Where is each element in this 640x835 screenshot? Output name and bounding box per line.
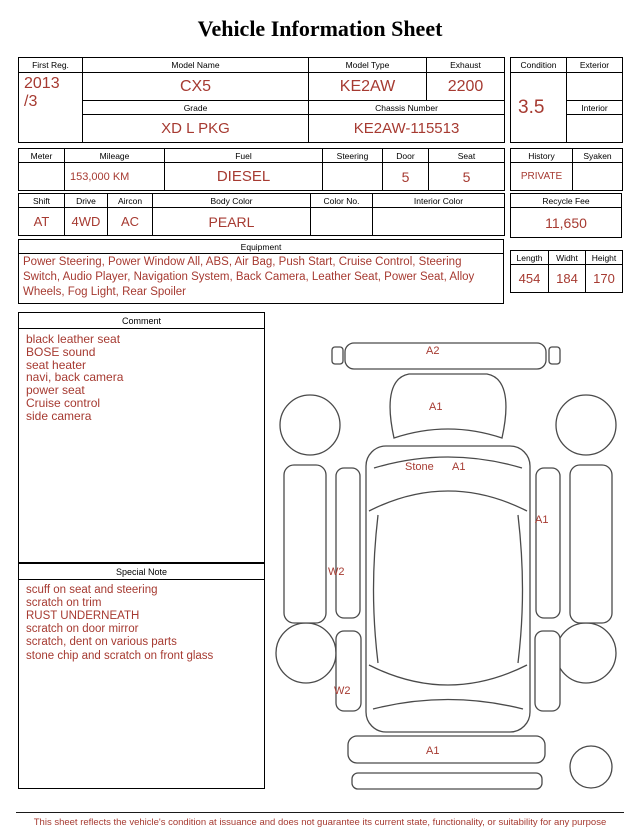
dimensions-table [510, 250, 623, 293]
interior-color-value [373, 208, 505, 236]
hood-shape [390, 374, 506, 438]
condition-value: 3.5 [511, 73, 567, 143]
model-type-value: KE2AW [309, 73, 427, 101]
wheel-rear-left-icon [276, 623, 336, 683]
right-door-panel [570, 465, 612, 623]
width-label: Widht [549, 251, 586, 265]
special-note-item: stone chip and scratch on front glass [26, 649, 214, 662]
footer-divider [16, 812, 624, 813]
comment-item: power seat [26, 383, 85, 398]
recycle-fee-value: 11,650 [511, 208, 622, 238]
mileage-value: 153,000 KM [65, 163, 165, 191]
first-reg-value: 2013 /3 [19, 73, 83, 143]
interior-color-label: Interior Color [373, 194, 505, 208]
right-quarter-panel [535, 631, 560, 711]
length-value: 454 [511, 265, 549, 293]
comment-header: Comment [18, 312, 265, 329]
fuel-value: DIESEL [165, 163, 323, 191]
door-value: 5 [383, 163, 429, 191]
aircon-value: AC [108, 208, 153, 236]
model-name-label: Model Name [83, 58, 309, 73]
comment-item: seat heater [26, 357, 87, 372]
length-label: Length [511, 251, 549, 265]
history-label: History [511, 149, 573, 163]
left-inner-panel [336, 468, 360, 618]
steering-label: Steering [323, 149, 383, 163]
left-door-panel [284, 465, 326, 623]
rear-lower-panel [352, 773, 542, 789]
special-note-item: scratch on trim [26, 597, 102, 610]
shift-value: AT [19, 208, 65, 236]
spec-table [18, 193, 505, 236]
fuel-label: Fuel [165, 149, 323, 163]
left-quarter-panel [336, 631, 361, 711]
comment-item: side camera [26, 408, 92, 423]
spare-tire-icon [570, 746, 612, 788]
width-value: 184 [549, 265, 586, 293]
wheel-front-left-icon [280, 395, 340, 455]
shift-label: Shift [19, 194, 65, 208]
syaken-value [573, 163, 623, 191]
diagram-label-rear: A1 [426, 745, 440, 757]
special-note-item: scratch on door mirror [26, 623, 139, 636]
exhaust-value: 2200 [427, 73, 505, 101]
interior-label: Interior [567, 101, 623, 115]
aircon-label: Aircon [108, 194, 153, 208]
grade-label: Grade [83, 101, 309, 115]
recycle-fee-label: Recycle Fee [511, 194, 622, 208]
history-value: PRIVATE [511, 163, 573, 191]
body-color-value: PEARL [153, 208, 311, 236]
special-note-item: scuff on seat and steering [26, 584, 158, 596]
mileage-label: Mileage [65, 149, 165, 163]
condition-table [510, 57, 623, 143]
diagram-label-windshield: A1 [452, 461, 466, 473]
front-bumper-shape [345, 343, 546, 369]
diagram-label-left-side: W2 [328, 566, 345, 578]
vehicle-id-table [18, 57, 505, 143]
history-table [510, 148, 623, 191]
condition-label: Condition [511, 58, 567, 73]
diagram-label-windshield-note: Stone [405, 461, 434, 473]
equipment-value: Power Steering, Power Window All, ABS, Air Bag, Push Start, Cruise Control, Steering Switch, Audio Player, Navigation System, Back Camera, Leather Seat, Power Seat, Alloy Wheels, Fog Light, Rear Spoiler [19, 254, 504, 304]
disclaimer-text: This sheet reflects the vehicle's condition at issuance and does not guarantee its current state, functionality, or suitability for any purpose [33, 817, 607, 828]
height-label: Height [586, 251, 623, 265]
car-outline-drawing [266, 315, 630, 803]
notes-column [18, 312, 265, 789]
door-label: Door [383, 149, 429, 163]
exterior-value [567, 73, 623, 101]
recycle-fee-table [510, 193, 622, 238]
diagram-label-right-side: A1 [535, 514, 549, 526]
model-type-label: Model Type [309, 58, 427, 73]
grade-value: XD L PKG [83, 115, 309, 143]
interior-value [567, 115, 623, 143]
rear-bumper-shape [348, 736, 545, 763]
body-color-label: Body Color [153, 194, 311, 208]
seat-value: 5 [429, 163, 505, 191]
comment-item: Cruise control [26, 396, 101, 411]
header-tables [18, 57, 622, 304]
comment-item: navi, back camera [26, 370, 124, 385]
special-note-item: scratch, dent on various parts [26, 636, 177, 649]
drive-value: 4WD [65, 208, 108, 236]
height-value: 170 [586, 265, 623, 293]
comment-body [18, 329, 265, 563]
wheel-front-right-icon [556, 395, 616, 455]
usage-table [18, 148, 505, 191]
meter-value [19, 163, 65, 191]
meter-label: Meter [19, 149, 65, 163]
diagram-label-left-rear: W2 [334, 685, 351, 697]
special-note-header: Special Note [18, 563, 265, 580]
first-reg-label: First Reg. [19, 58, 83, 73]
car-body-shape [366, 446, 530, 732]
diagram-label-hood: A1 [429, 401, 443, 413]
exterior-label: Exterior [567, 58, 623, 73]
special-note-body [18, 580, 265, 789]
model-name-value: CX5 [83, 73, 309, 101]
color-no-value [311, 208, 373, 236]
equipment-table [18, 239, 504, 304]
chassis-number-value: KE2AW-115513 [309, 115, 505, 143]
chassis-number-label: Chassis Number [309, 101, 505, 115]
steering-value [323, 163, 383, 191]
syaken-label: Syaken [573, 149, 623, 163]
right-inner-panel [536, 468, 560, 618]
page-title: Vehicle Information Sheet [197, 16, 443, 41]
seat-label: Seat [429, 149, 505, 163]
equipment-label: Equipment [19, 240, 504, 254]
comment-item: BOSE sound [26, 344, 96, 359]
special-note-item: RUST UNDERNEATH [26, 610, 140, 623]
drive-label: Drive [65, 194, 108, 208]
wheel-rear-right-icon [556, 623, 616, 683]
car-damage-diagram [266, 315, 630, 803]
comment-item: black leather seat [26, 332, 121, 346]
diagram-label-front-bumper: A2 [426, 345, 440, 357]
exhaust-label: Exhaust [427, 58, 505, 73]
color-no-label: Color No. [311, 194, 373, 208]
